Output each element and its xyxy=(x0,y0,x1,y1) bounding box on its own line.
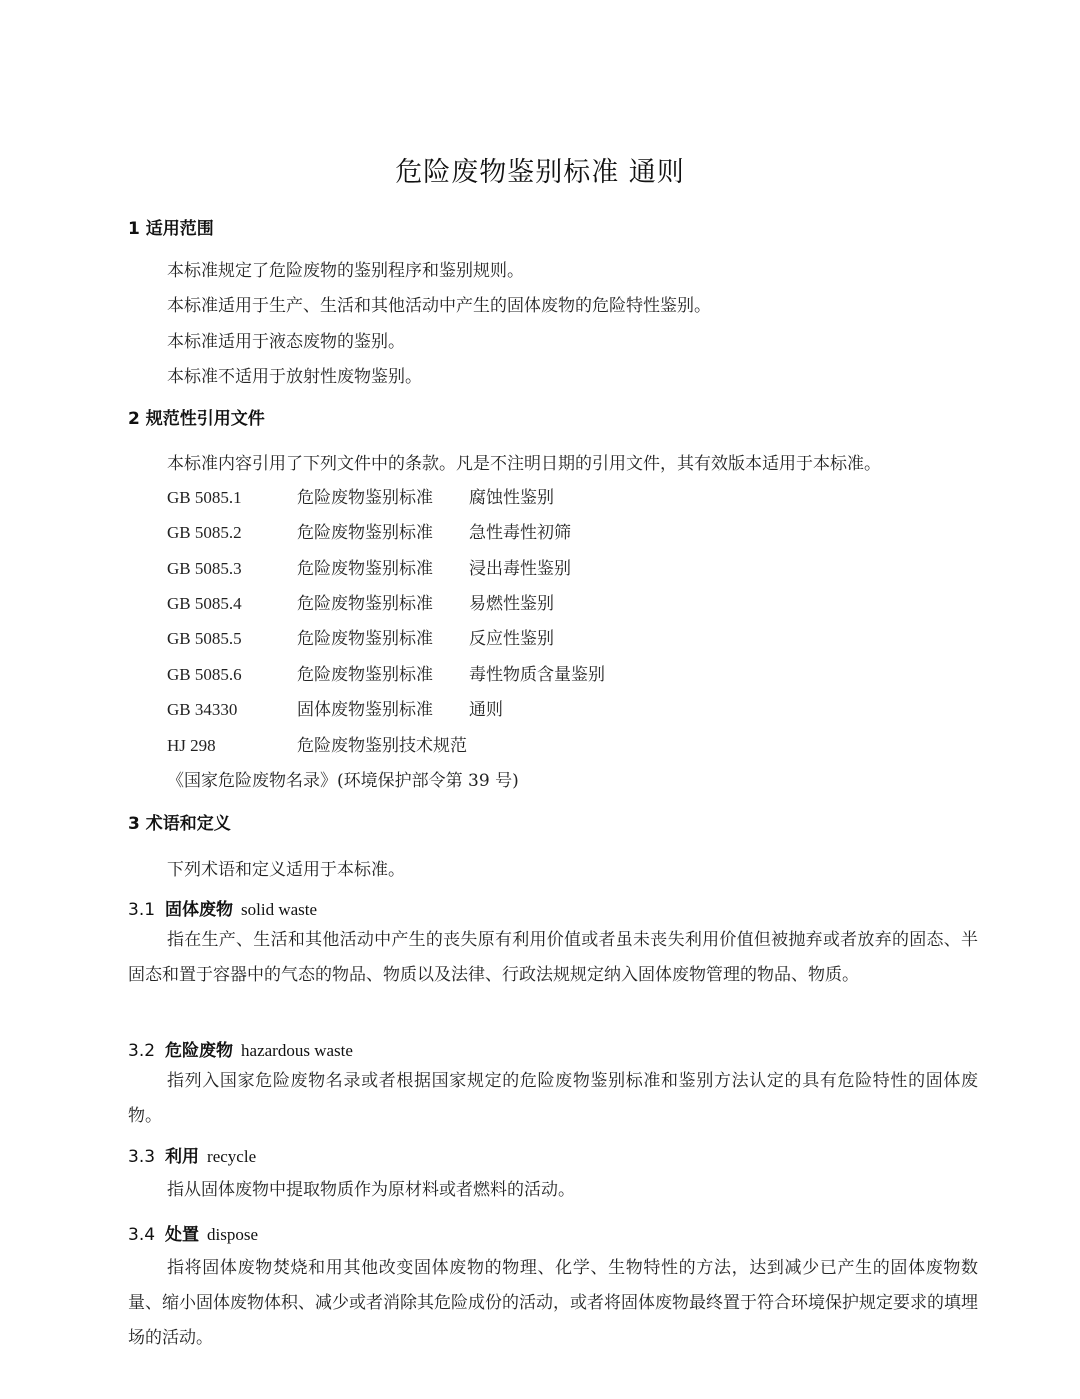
section-1-paragraph: 本标准适用于生产、生活和其他活动中产生的固体废物的危险特性鉴别。 xyxy=(167,296,711,316)
reference-subtitle: 易燃性鉴别 xyxy=(469,594,554,614)
term-english: solid waste xyxy=(241,900,318,919)
term-chinese: 利用 xyxy=(165,1147,200,1167)
term-english: dispose xyxy=(207,1225,259,1244)
reference-item xyxy=(167,660,605,685)
reference-name: 固体废物鉴别标准 xyxy=(297,700,433,720)
reference-name: 危险废物鉴别标准 xyxy=(297,665,433,685)
reference-name: 危险废物鉴别标准 xyxy=(297,594,433,614)
reference-code: GB 5085.5 xyxy=(167,629,242,648)
term-chinese: 危险废物 xyxy=(165,1041,234,1061)
reference-catalog: 《国家危险废物名录》(环境保护部令第 39 号) xyxy=(167,771,519,791)
section-1-paragraph: 本标准不适用于放射性废物鉴别。 xyxy=(167,367,422,387)
section-1-heading: 1 适用范围 xyxy=(128,219,214,239)
section-3-heading: 3 术语和定义 xyxy=(128,814,231,834)
reference-subtitle: 急性毒性初筛 xyxy=(469,523,571,543)
section-2-intro: 本标准内容引用了下列文件中的条款。凡是不注明日期的引用文件，其有效版本适用于本标准。 xyxy=(167,454,881,474)
section-1-paragraph: 本标准规定了危险废物的鉴别程序和鉴别规则。 xyxy=(167,261,524,281)
reference-item xyxy=(167,483,554,508)
term-definition: 指在生产、生活和其他活动中产生的丧失原有利用价值或者虽未丧失利用价值但被抛弃或者放弃的固态、半固态和置于容器中的气态的物品、物质以及法律、行政法规规定纳入固体废物管理的物品、物质。 xyxy=(128,930,978,985)
term-number: 3.4 xyxy=(128,1225,156,1245)
term-chinese: 固体废物 xyxy=(165,900,234,920)
term-definition: 指列入国家危险废物名录或者根据国家规定的危险废物鉴别标准和鉴别方法认定的具有危险特性的固体废物。 xyxy=(128,1071,978,1126)
term-number: 3.3 xyxy=(128,1147,156,1167)
reference-subtitle: 通则 xyxy=(469,700,503,720)
reference-item xyxy=(167,589,554,614)
term-number: 3.2 xyxy=(128,1041,156,1061)
section-3-intro: 下列术语和定义适用于本标准。 xyxy=(167,860,405,880)
term-heading xyxy=(128,895,317,920)
reference-name: 危险废物鉴别标准 xyxy=(297,629,433,649)
reference-item xyxy=(167,624,554,649)
term-heading xyxy=(128,1142,256,1167)
reference-name: 危险废物鉴别标准 xyxy=(297,523,433,543)
reference-subtitle: 反应性鉴别 xyxy=(469,629,554,649)
reference-code: GB 5085.3 xyxy=(167,559,242,578)
term-heading xyxy=(128,1036,353,1061)
reference-subtitle: 浸出毒性鉴别 xyxy=(469,559,571,579)
section-1-paragraph: 本标准适用于液态废物的鉴别。 xyxy=(167,332,405,352)
reference-item xyxy=(167,554,571,579)
term-definition: 指从固体废物中提取物质作为原材料或者燃料的活动。 xyxy=(167,1180,575,1200)
reference-item xyxy=(167,731,467,756)
reference-item xyxy=(167,695,503,720)
document-title: 危险废物鉴别标准 通则 xyxy=(395,157,685,188)
reference-name: 危险废物鉴别技术规范 xyxy=(297,736,467,756)
reference-code: HJ 298 xyxy=(167,736,216,755)
term-heading xyxy=(128,1220,258,1245)
reference-name: 危险废物鉴别标准 xyxy=(297,488,433,508)
term-english: hazardous waste xyxy=(241,1041,353,1060)
reference-code: GB 5085.6 xyxy=(167,665,242,684)
reference-code: GB 34330 xyxy=(167,700,238,719)
term-definition: 指将固体废物焚烧和用其他改变固体废物的物理、化学、生物特性的方法，达到减少已产生的固体废物数量、缩小固体废物体积、减少或者消除其危险成份的活动，或者将固体废物最终置于符合环境保护规定要求的填埋场的活动。 xyxy=(128,1258,978,1348)
reference-code: GB 5085.2 xyxy=(167,523,242,542)
reference-subtitle: 腐蚀性鉴别 xyxy=(469,488,554,508)
term-number: 3.1 xyxy=(128,900,156,920)
reference-name: 危险废物鉴别标准 xyxy=(297,559,433,579)
term-english: recycle xyxy=(207,1147,257,1166)
reference-subtitle: 毒性物质含量鉴别 xyxy=(469,665,605,685)
reference-item xyxy=(167,518,571,543)
section-2-heading: 2 规范性引用文件 xyxy=(128,409,265,429)
reference-code: GB 5085.1 xyxy=(167,488,242,507)
reference-code: GB 5085.4 xyxy=(167,594,242,613)
term-chinese: 处置 xyxy=(165,1225,200,1245)
